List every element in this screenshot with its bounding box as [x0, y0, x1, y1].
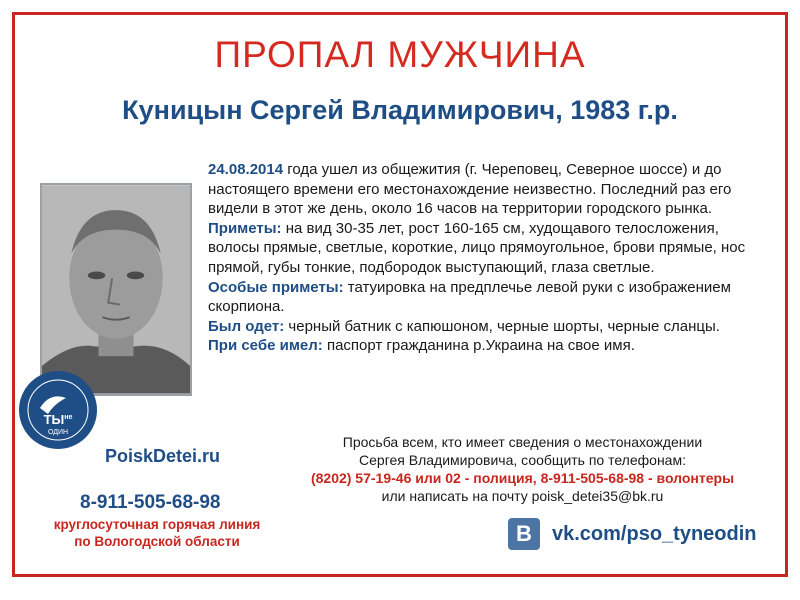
- missing-person-name: Куницын Сергей Владимирович, 1983 г.р.: [122, 95, 678, 125]
- signs-paragraph: [208, 219, 773, 278]
- site-link[interactable]: PoiskDetei.ru: [105, 446, 221, 466]
- hotline-caption: [22, 516, 292, 550]
- contact-line-2: Сергея Владимировича, сообщить по телефонам:: [359, 452, 686, 468]
- contact-line-1: Просьба всем, кто имеет сведения о местонахождении: [342, 434, 703, 450]
- special-paragraph: [208, 278, 773, 317]
- carried-label: При себе имел:: [208, 337, 323, 355]
- svg-text:ТЫне: $ТЫ^{не}$: [43, 412, 73, 427]
- person-photo-image: [42, 185, 190, 394]
- svg-text:ОДИН: ОДИН: [47, 429, 69, 436]
- signs-text: на вид 30-35 лет, рост 160-165 см, худощавого телосложения, волосы прямые, светлые, короткие, лицо прямоугольное, брови прямые, нос прямой, губы тонкие, подбородок выступающий, глаза светлые.: [208, 219, 746, 276]
- clothes-label: Был одет:: [208, 317, 285, 335]
- intro-text: года ушел из общежития (г. Череповец, Северное шоссе) и до настоящего времени его местонахождение неизвестно. Последний раз его видели в этот же день, около 16 часов на территории городского рынка.: [208, 161, 732, 218]
- disappearance-date: 24.08.2014: [208, 161, 284, 178]
- poster-title: ПРОПАЛ МУЖЧИНА: [214, 34, 586, 75]
- clothes-text: черный батник с капюшоном, черные шорты, черные сланцы.: [284, 317, 720, 335]
- carried-text: паспорт гражданина р.Украина на свое имя.: [322, 337, 635, 355]
- signs-label: Приметы:: [208, 219, 282, 237]
- vk-url[interactable]: vk.com/pso_tyneodin: [552, 522, 757, 545]
- contact-phones: (8202) 57-19-46 или 02 - полиция, 8-911-505-68-98 - волонтеры: [310, 470, 735, 486]
- hotline-phone: 8-911-505-68-98: [80, 492, 221, 513]
- hotline-line-2: по Вологодской области: [74, 534, 240, 549]
- vk-icon: В: [508, 518, 540, 550]
- special-label: Особые приметы:: [208, 278, 344, 296]
- tyneodin-logo: [18, 370, 98, 450]
- special-text: татуировка на предплечье левой руки с изображением скорпиона.: [208, 278, 731, 316]
- hotline-line-1: круглосуточная горячая линия: [53, 517, 261, 532]
- vk-link[interactable]: [508, 518, 757, 550]
- contact-block: [270, 433, 775, 505]
- carried-paragraph: [208, 336, 773, 356]
- clothes-paragraph: [208, 317, 773, 337]
- person-photo: [40, 183, 192, 396]
- description-intro: [208, 160, 773, 219]
- description-block: [208, 160, 773, 356]
- contact-email: или написать на почту poisk_detei35@bk.ru: [381, 488, 664, 504]
